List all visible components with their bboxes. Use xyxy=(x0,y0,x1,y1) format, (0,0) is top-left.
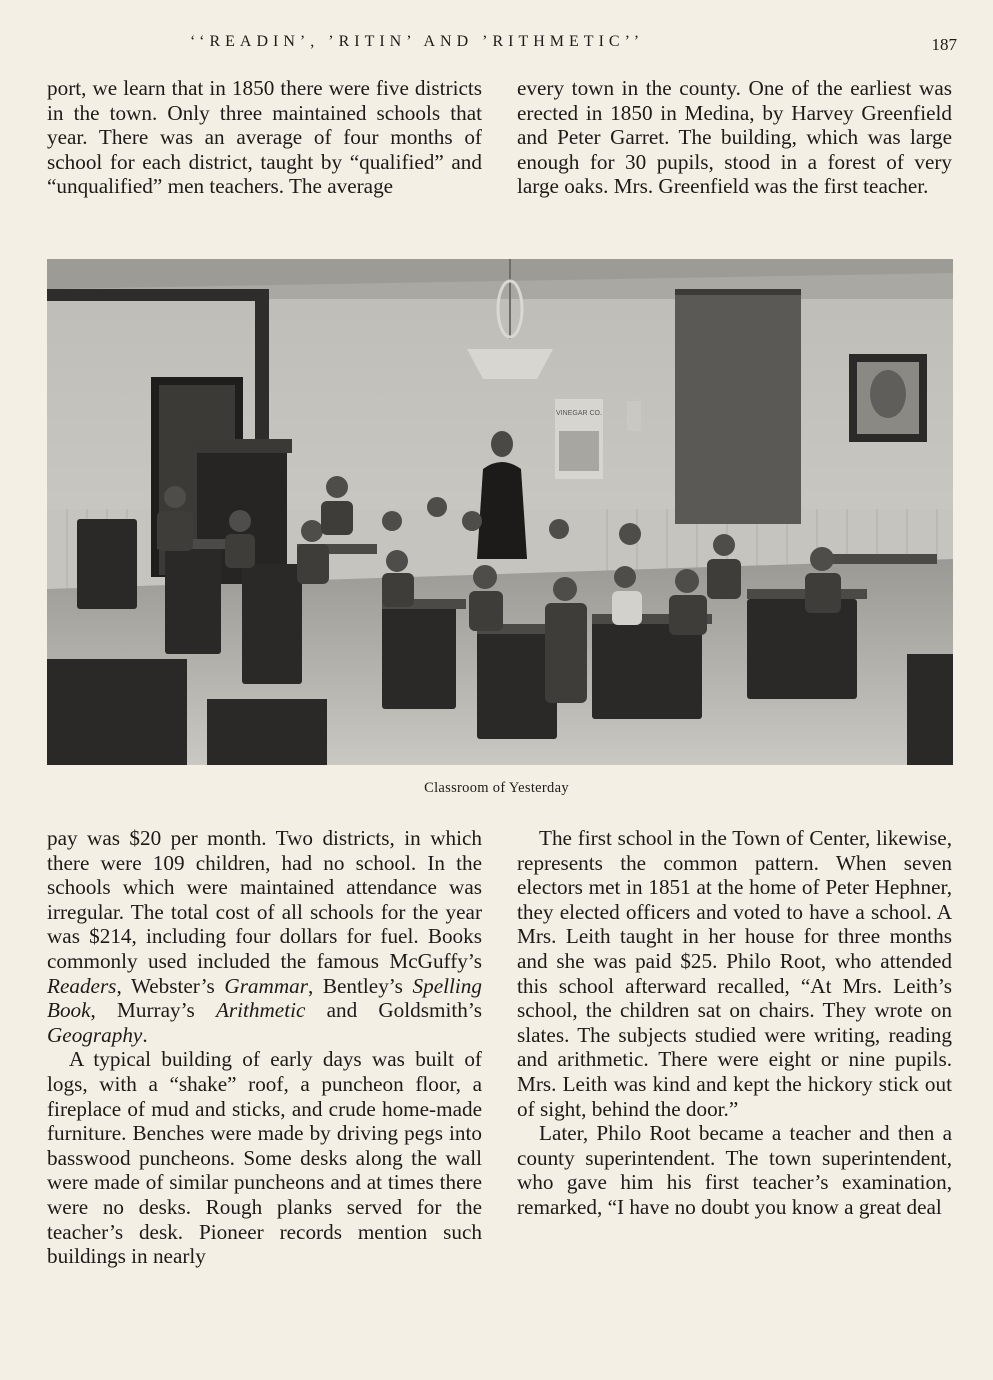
running-head: ‘‘READIN’, ’RITIN’ AND ’RITHMETIC’’ xyxy=(190,33,645,50)
calendar-text: VINEGAR CO. xyxy=(556,410,602,417)
column-bottom-left xyxy=(47,826,482,1269)
figure-caption: Classroom of Yesterday xyxy=(424,780,569,796)
classroom-photo xyxy=(47,259,953,765)
paragraph: port, we learn that in 1850 there were five districts in the town. Only three maintained schools that year. There was an average of four months of school for each district, taught by “qualified” and “unqualified” men teachers. The average xyxy=(47,76,482,199)
paragraph: pay was $20 per month. Two districts, in which there were 109 children, had no school. In the schools which were maintained attendance was irregular. The total cost of all schools for the year was $214, including four dollars for fuel. Books commonly used included the famous McGuffy’s Readers, Webster’s Grammar, Bentley’s Spelling Book, Murray’s Arithmetic and Goldsmith’s Geography. xyxy=(47,826,482,1047)
column-top-left xyxy=(47,76,482,199)
page-number: 187 xyxy=(931,35,957,54)
paragraph: Later, Philo Root became a teacher and then a county superintendent. The town superintendent, who gave him his first teacher’s examination, remarked, “I have no doubt you know a great deal xyxy=(517,1121,952,1219)
column-top-right xyxy=(517,76,952,199)
paragraph: A typical building of early days was built of logs, with a “shake” roof, a puncheon floor, a fireplace of mud and sticks, and crude home-made furniture. Benches were made by driving pegs into basswood puncheons. Some desks along the wall were made of similar puncheons and at times there were no desks. Rough planks served for the teacher’s desk. Pioneer records mention such buildings in nearly xyxy=(47,1047,482,1269)
paragraph: every town in the county. One of the earliest was erected in 1850 in Medina, by Harvey Greenfield and Peter Garret. The building, which was large enough for 30 pupils, stood in a forest of very large oaks. Mrs. Greenfield was the first teacher. xyxy=(517,76,952,199)
column-bottom-right xyxy=(517,826,952,1220)
paragraph: The first school in the Town of Center, likewise, represents the common pattern. When seven electors met in 1851 at the home of Peter Hephner, they elected officers and voted to have a school. A Mrs. Leith taught in her house for three months and she was paid $25. Philo Root, who attended this school afterward recalled, “At Mrs. Leith’s school, the children sat on chairs. They wrote on slates. The subjects studied were writing, reading and arithmetic. There were eight or nine pupils. Mrs. Leith was kind and kept the hickory stick out of sight, behind the door.” xyxy=(517,826,952,1121)
